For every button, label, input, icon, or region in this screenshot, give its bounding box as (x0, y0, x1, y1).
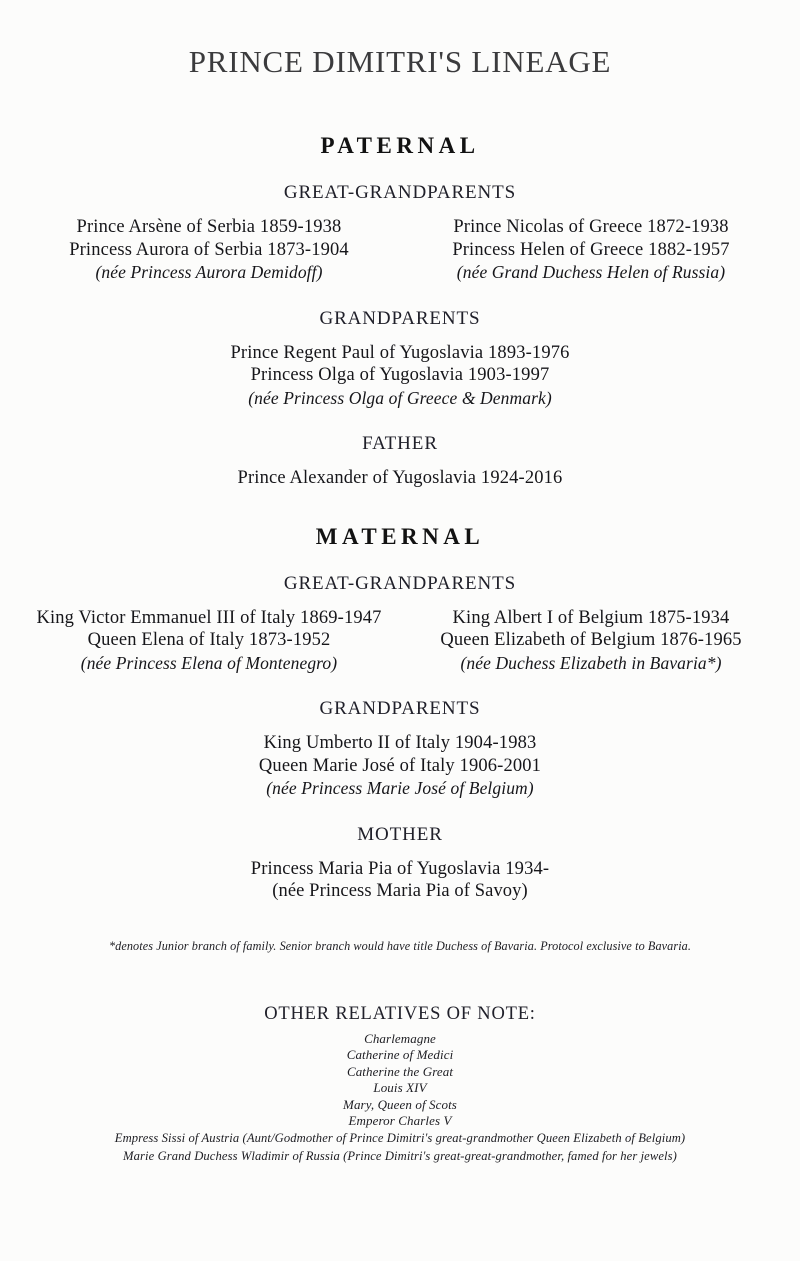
grandparents-entries (18, 720, 782, 800)
relative-list-item: Catherine of Medici (346, 1047, 454, 1063)
lineage-nee-line: (née Princess Marie José of Belgium) (266, 778, 534, 798)
paternal-grandparents-group (18, 284, 782, 410)
lineage-nee-line: (née Duchess Elizabeth in Bavaria*) (460, 652, 722, 673)
great-grandparents-columns (18, 204, 782, 284)
paternal-great-grandparents-group (18, 159, 782, 284)
section-heading-maternal: MATERNAL (315, 523, 485, 549)
great-grandparents-columns (18, 595, 782, 675)
lineage-entry-line: King Victor Emmanuel III of Italy 1869-1947 (36, 607, 382, 628)
other-relatives-heading: OTHER RELATIVES OF NOTE: (264, 1003, 536, 1024)
group-heading-grandparents: GRANDPARENTS (319, 698, 481, 719)
great-grandparents-column-left (18, 216, 400, 284)
maternal-section (18, 490, 782, 903)
lineage-entry-line: Queen Elizabeth of Belgium 1876-1965 (440, 630, 742, 650)
bavaria-footnote: *denotes Junior branch of family. Senior branch would have title Duchess of Bavaria. Protocol exclusive to Bavaria. (108, 938, 692, 953)
lineage-entry-line: King Umberto II of Italy 1904-1983 (263, 733, 537, 753)
lineage-entry-line: Prince Regent Paul of Yugoslavia 1893-1976 (230, 342, 570, 363)
lineage-nee-line: (née Princess Elena of Montenegro) (80, 652, 338, 673)
lineage-nee-line: (née Princess Olga of Greece & Denmark) (248, 387, 552, 408)
lineage-entry-line: Prince Arsène of Serbia 1859-1938 (76, 217, 342, 237)
other-relatives-section (18, 954, 782, 1166)
lineage-entry-line: Princess Olga of Yugoslavia 1903-1997 (250, 365, 550, 385)
lineage-entry-line: Prince Alexander of Yugoslavia 1924-2016 (237, 468, 563, 488)
father-group (18, 409, 782, 490)
group-heading-great-grandparents: GREAT-GRANDPARENTS (283, 572, 517, 594)
great-grandparents-column-right (400, 607, 782, 675)
lineage-entry-line: Princess Helen of Greece 1882-1957 (452, 239, 730, 260)
page-title: PRINCE DIMITRI'S LINEAGE (188, 44, 612, 79)
lineage-nee-line: (née Princess Maria Pia of Savoy) (272, 881, 528, 901)
group-heading-mother: MOTHER (357, 823, 443, 845)
lineage-entry-line: King Albert I of Belgium 1875-1934 (452, 607, 730, 628)
group-heading-grandparents: GRANDPARENTS (319, 307, 481, 329)
lineage-entry-line: Princess Maria Pia of Yugoslavia 1934- (250, 858, 550, 879)
maternal-great-grandparents-group (18, 550, 782, 675)
relative-list-item: Charlemagne (364, 1030, 436, 1046)
lineage-entry-line: Queen Marie José of Italy 1906-2001 (258, 755, 542, 776)
lineage-entry-line: Prince Nicolas of Greece 1872-1938 (453, 217, 729, 237)
father-entries (18, 455, 782, 490)
mother-entries (18, 846, 782, 903)
great-grandparents-column-left (18, 607, 400, 675)
maternal-grandparents-group (18, 674, 782, 800)
relative-list-item: Mary, Queen of Scots (343, 1096, 457, 1112)
relative-list-item: Catherine the Great (346, 1063, 454, 1079)
lineage-entry-line: Queen Elena of Italy 1873-1952 (87, 630, 331, 650)
mother-group (18, 800, 782, 903)
lineage-nee-line: (née Grand Duchess Helen of Russia) (456, 262, 726, 282)
grandparents-entries (18, 330, 782, 410)
relative-list-item: Marie Grand Duchess Wladimir of Russia (Prince Dimitri's great-great-grandmother, famed for her jewels) (123, 1148, 677, 1163)
group-heading-father: FATHER (362, 433, 438, 454)
relative-list-item: Louis XIV (373, 1080, 427, 1096)
paternal-section (18, 77, 782, 490)
lineage-nee-line: (née Princess Aurora Demidoff) (95, 262, 323, 282)
section-heading-paternal: PATERNAL (320, 133, 480, 158)
lineage-entry-line: Princess Aurora of Serbia 1873-1904 (69, 239, 349, 260)
group-heading-great-grandparents: GREAT-GRANDPARENTS (283, 182, 517, 203)
great-grandparents-column-right (400, 216, 782, 284)
relative-list-item: Empress Sissi of Austria (Aunt/Godmother of Prince Dimitri's great-grandmother Queen Elizabeth of Belgium) (114, 1131, 686, 1146)
relative-list-item: Emperor Charles V (348, 1113, 452, 1129)
